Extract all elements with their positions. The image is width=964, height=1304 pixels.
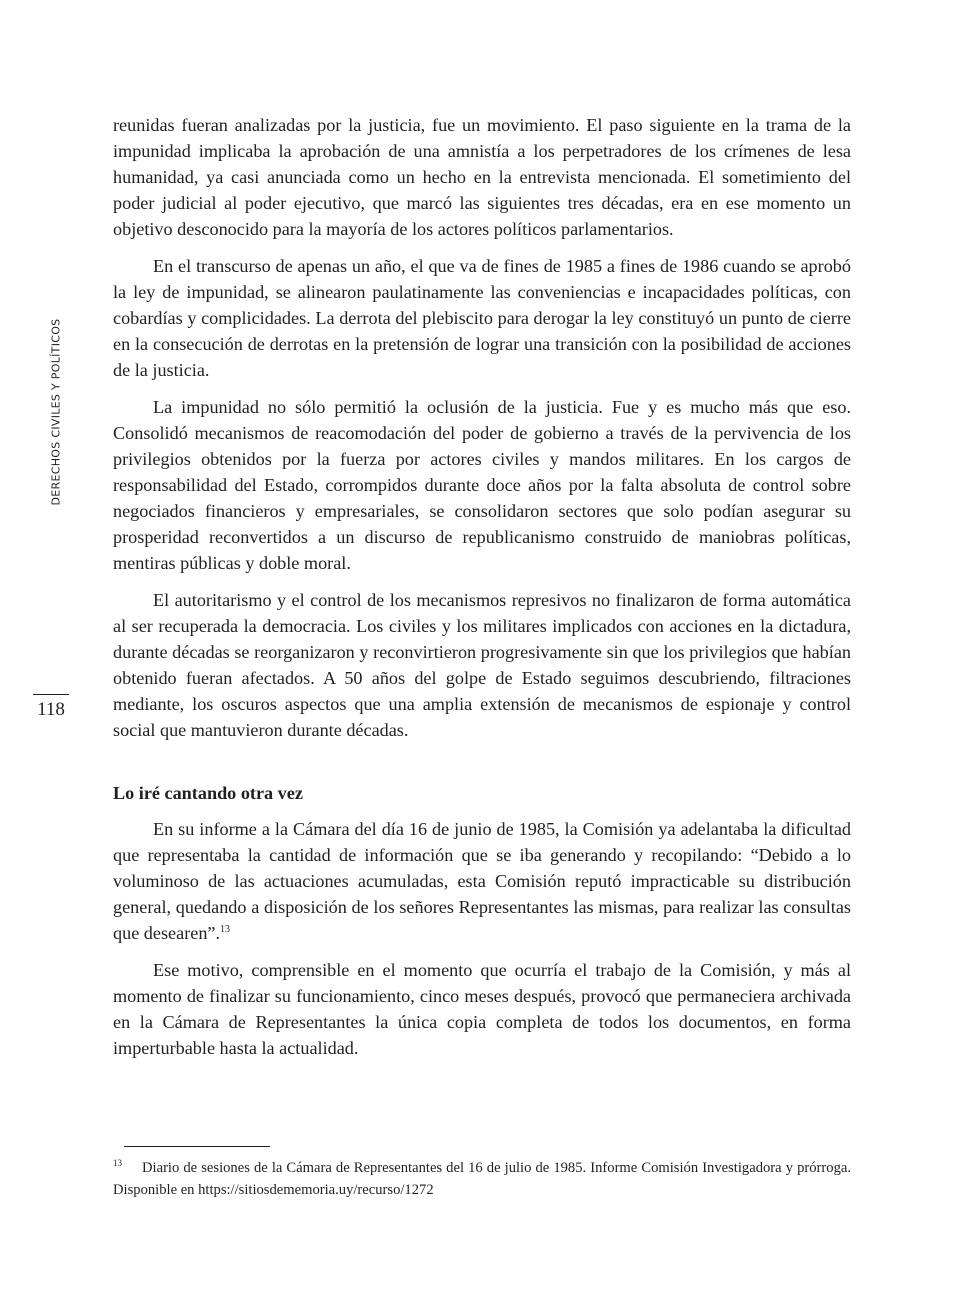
paragraph-1: reunidas fueran analizadas por la justicia, fue un movimiento. El paso siguiente en la trama de la impunidad implicaba la aprobación de una amnistía a los perpetradores de los crímenes de lesa humanidad, ya casi anunciada como un hecho en la entrevista mencionada. El sometimiento del poder judicial al poder ejecutivo, que marcó las siguientes tres décadas, era en ese momento un objetivo desconocido para la mayoría de los actores políticos parlamentarios. — [113, 115, 851, 239]
footnote-text: Diario de sesiones de la Cámara de Representantes del 16 de julio de 1985. Informe Comisión Investigadora y prórroga. Disponible en https://sitiosdememoria.uy/recurso/1272 — [113, 1160, 851, 1198]
folio-rule — [33, 694, 69, 695]
paragraph-4: El autoritarismo y el control de los mecanismos represivos no finalizaron de forma automática al ser recuperada la democracia. Los civiles y los militares implicados con acciones en la dictadura, durante décadas se reorganizaron y reconvirtieron progresivamente sin que los privilegios que habían obtenido fueran afectados. A 50 años del golpe de Estado seguimos descubriendo, filtraciones mediante, los oscuros aspectos que una amplia extensión de mecanismos de espionaje y control social que mantuvieron durante décadas. — [113, 590, 851, 740]
paragraph-6: Ese motivo, comprensible en el momento que ocurría el trabajo de la Comisión, y más al momento de finalizar su funcionamiento, cinco meses después, provocó que permaneciera archivada en la Cámara de Representantes la única copia completa de todos los documentos, en forma imperturbable hasta la actualidad. — [113, 960, 851, 1058]
paragraph-3: La impunidad no sólo permitió la oclusión de la justicia. Fue y es mucho más que eso. Consolidó mecanismos de reacomodación del poder de gobierno a través de la pervivencia de los privilegios obtenidos por la fuerza por actores civiles y mandos militares. En los cargos de responsabilidad del Estado, corrompidos durante doce años por la falta absoluta de control sobre negociados financieros y empresariales, se consolidaron sectores que solo podían asegurar su prosperidad reconvertidos a un discurso de republicanismo construido de maniobras políticas, mentiras públicas y doble moral. — [113, 397, 851, 573]
footnote-reference: 13 — [220, 924, 231, 935]
body-text — [113, 112, 851, 1072]
section-heading: Lo iré cantando otra vez — [113, 783, 303, 803]
footnote — [113, 1152, 851, 1201]
footnote-rule — [124, 1146, 270, 1147]
footnote-number: 13 — [113, 1158, 122, 1168]
paragraph-5-text: En su informe a la Cámara del día 16 de junio de 1985, la Comisión ya adelantaba la dificultad que representaba la cantidad de información que se iba generando y recopilando: “Debido a lo voluminoso de las actuaciones acumuladas, esta Comisión reputó impracticable su distribución general, quedando a disposición de los señores Representantes las mismas, para realizar las consultas que desearen”. — [113, 819, 851, 943]
paragraph-2: En el transcurso de apenas un año, el que va de fines de 1985 a fines de 1986 cuando se aprobó la ley de impunidad, se alinearon paulatinamente las conveniencias e incapacidades políticas, con cobardías y complicidades. La derrota del plebiscito para derogar la ley constituyó un punto de cierre en la consecución de derrotas en la pretensión de lograr una transición con la posibilidad de acciones de la justicia. — [113, 256, 851, 380]
paragraph-5 — [113, 816, 851, 946]
running-head: DERECHOS CIVILES Y POLÍTICOS — [49, 318, 63, 506]
page-number: 118 — [37, 699, 65, 720]
